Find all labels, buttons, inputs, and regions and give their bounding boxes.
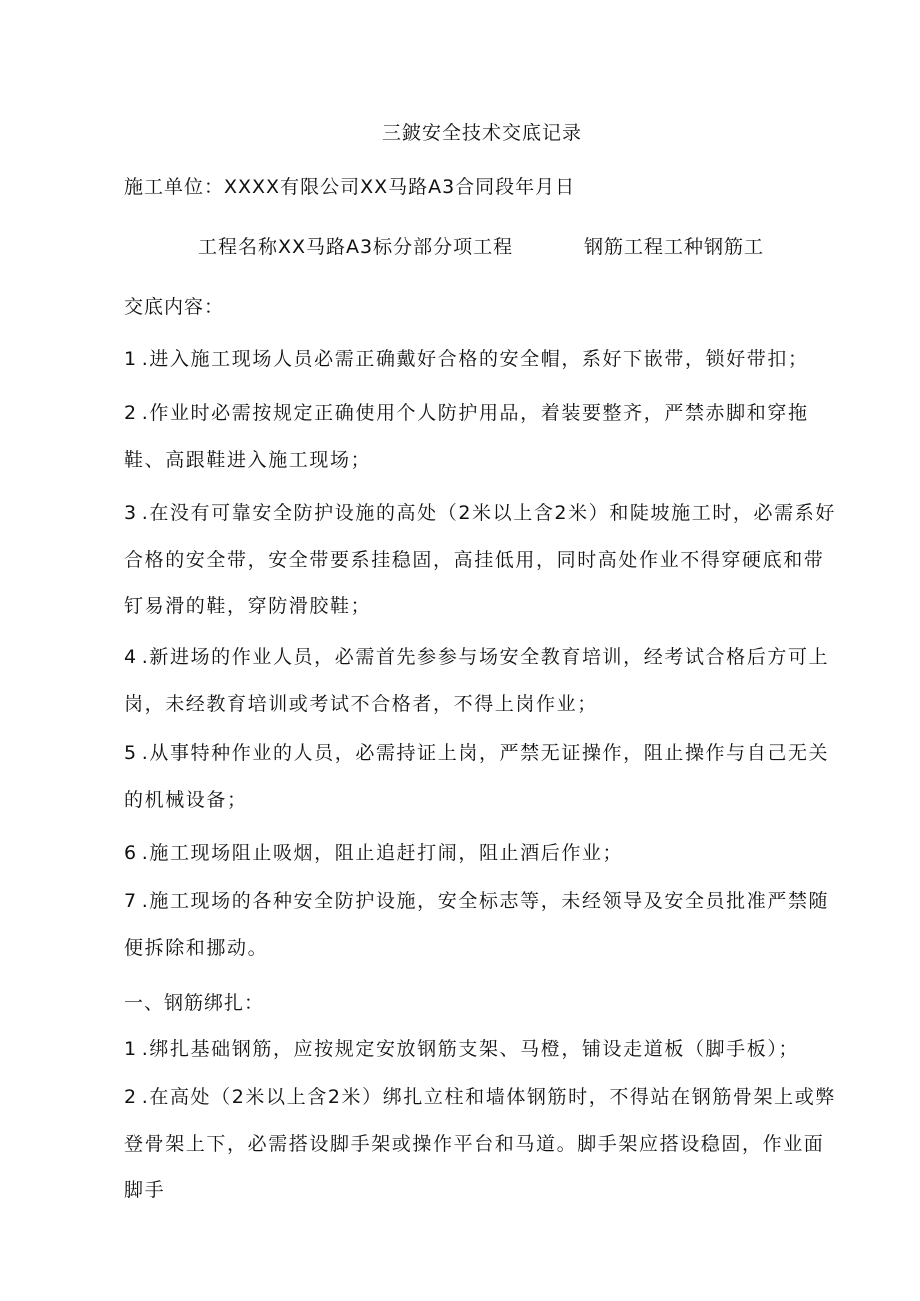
list-item-number: 6 xyxy=(124,842,138,864)
list-item-number: 1 xyxy=(124,1038,138,1060)
list-item xyxy=(124,390,842,483)
list-item-number: 2 xyxy=(124,1086,138,1108)
construction-unit-line: 施工单位：XXXX有限公司XX马路A3合同段年月日 xyxy=(124,176,576,198)
list-item-text: .从事特种作业的人员，必需持证上岗，严禁无证操作，阻止操作与自己无关的机械设备； xyxy=(124,742,830,811)
list-item-text: .进入施工现场人员必需正确戴好合格的安全帽，系好下嵌带，锁好带扣； xyxy=(141,348,809,370)
list-item-text: .施工现场阻止吸烟，阻止追赶打闹，阻止酒后作业； xyxy=(141,842,624,864)
list-item-number: 4 xyxy=(124,646,138,668)
list-item-number: 2 xyxy=(124,402,138,424)
list-item-text: .新进场的作业人员，必需首先参参与场安全教育培训，经考试合格后方可上岗，未经教育培训或考试不合格者，不得上岗作业； xyxy=(124,646,830,715)
list-item xyxy=(124,1074,842,1214)
list-item-number: 3 xyxy=(124,502,138,524)
list-item-number: 5 xyxy=(124,742,138,764)
list-item xyxy=(124,336,842,383)
list-item xyxy=(124,1026,842,1073)
list-item xyxy=(124,730,842,823)
content-heading: 交底内容： xyxy=(124,296,225,318)
list-item-text: .作业时必需按规定正确使用个人防护用品，着装要整齐，严禁赤脚和穿拖鞋、高跟鞋进入施工现场； xyxy=(124,402,809,471)
list-item-text: .施工现场的各种安全防护设施，安全标志等，未经领导及安全员批准严禁随便拆除和挪动。 xyxy=(124,890,830,959)
list-item-number: 7 xyxy=(124,890,138,912)
work-type-line: 钢筋工程工种钢筋工 xyxy=(584,236,765,258)
list-item-text: .在没有可靠安全防护设施的高处（2米以上含2米）和陡坡施工时，必需系好合格的安全带，安全带要系挂稳固，高挂低用，同时高处作业不得穿硬底和带钉易滑的鞋，穿防滑胶鞋； xyxy=(124,502,836,617)
list-item xyxy=(124,878,842,971)
section-heading: 一、钢筋绑扎： xyxy=(124,992,265,1014)
list-item-number: 1 xyxy=(124,348,138,370)
project-name-line: 工程名称XX马路A3标分部分项工程 xyxy=(198,236,514,258)
list-item xyxy=(124,490,842,630)
list-item-text: .在高处（2米以上含2米）绑扎立柱和墙体钢筋时，不得站在钢筋骨架上或弊登骨架上下，必需搭设脚手架或操作平台和马道。脚手架应搭设稳固，作业面脚手 xyxy=(124,1086,836,1201)
document-title: 三鈹安全技术交底记录 xyxy=(381,122,582,144)
list-item xyxy=(124,830,842,877)
list-item-text: .绑扎基础钢筋，应按规定安放钢筋支架、马橙，铺设走道板（脚手板）； xyxy=(141,1038,800,1060)
list-item xyxy=(124,634,842,727)
